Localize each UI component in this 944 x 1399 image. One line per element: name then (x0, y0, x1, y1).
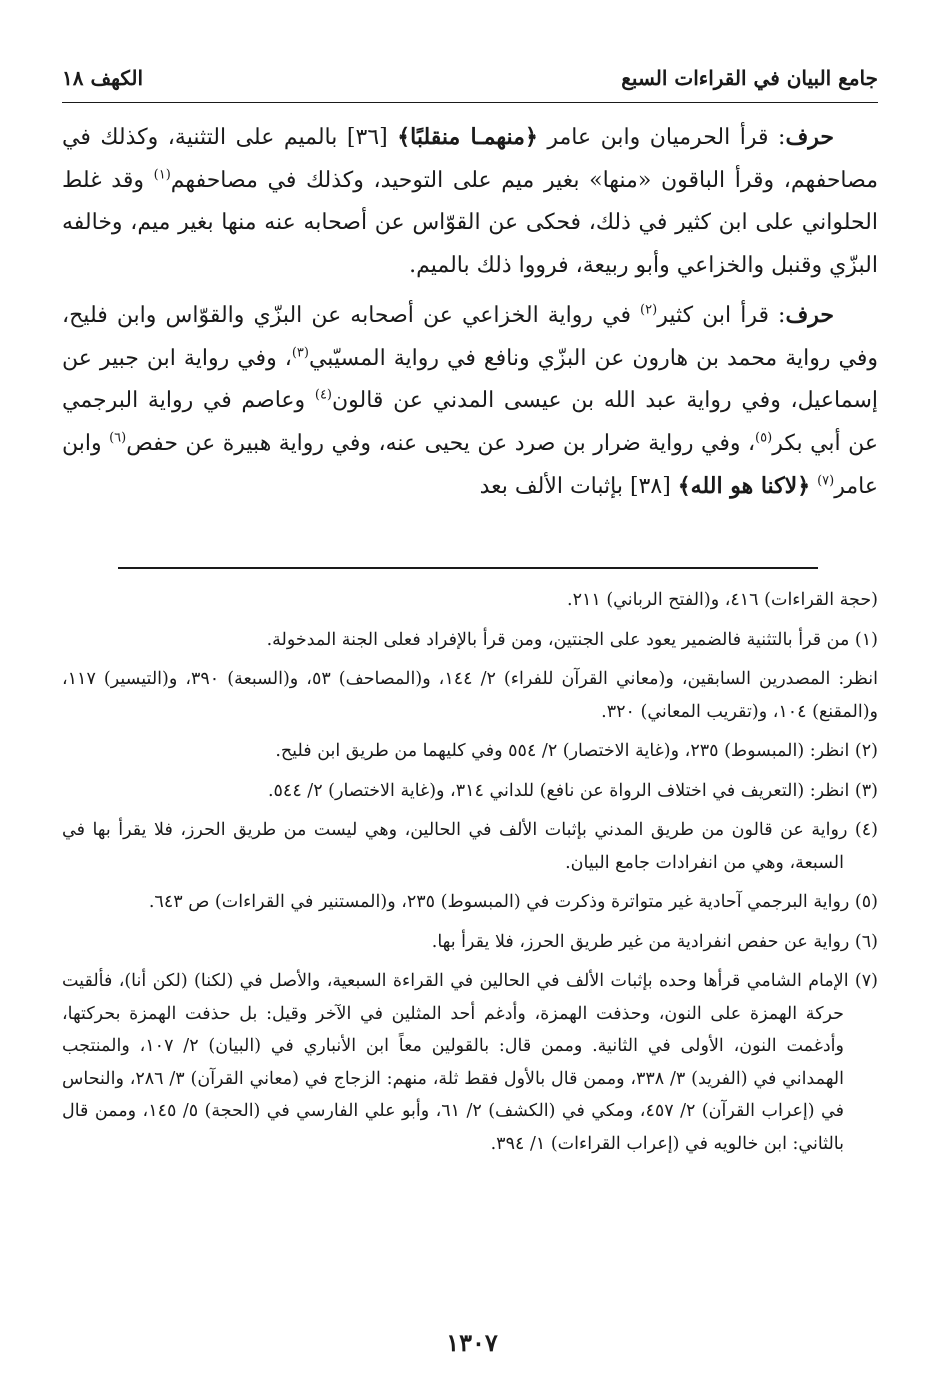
footnote-ref[interactable]: (٤) (314, 387, 332, 403)
footnote-ref[interactable]: (٧) (817, 473, 835, 489)
book-title: جامع البيان في القراءات السبع (621, 66, 878, 90)
harf-label: حرف (785, 302, 835, 328)
footnote-ref[interactable]: (٣) (291, 345, 309, 361)
text-span: وقد غلط الحلواني على ابن كثير في ذلك، فحكى عن القوّاس عن أصحابه عنه منها بغير ميم، وخالفه البزّي وقنبل والخزاعي وأبو ربيعة، فرووا ذلك بالميم. (62, 167, 878, 278)
text-span: في رواية الخزاعي عن أصحابه عن البزّي والقوّاس وابن فليح، وفي رواية محمد بن هارون عن البزّي ونافع في رواية المسيّبي (62, 303, 878, 371)
paragraph-2 (62, 294, 878, 509)
quran-verse: ﴿منهمـا منقلبًا﴾ (397, 124, 538, 150)
text-span: [٣٨] بإثبات الألف بعد (479, 474, 678, 499)
footnote-7: (٧) الإمام الشامي قرأها وحده بإثبات الألف في الحالين في القراءة السبعية، والأصل في (لكنا) (لكن أنا)، فألقيت حركة الهمزة على النون، وحذفت الهمزة، وأدغم أحد المثلين في الآخر وقيل: بل حذفت الهمزة بحركتها، وأدغمت النون، الأولى في الثانية. وممن قال: بالقولين معاً ابن الأنباري في (البيان) ٢/ ١٠٧، والمنتجب الهمداني في (الفريد) ٣/ ٣٣٨، وممن قال بالأول فقط ثلة، منهم: الزجاج في (معاني القرآن) ٣/ ٢٨٦، والنحاس في (إعراب القرآن) ٢/ ٤٥٧، ومكي في (الكشف) ٢/ ٦١، وأبو علي الفارسي في (الحجة) ٥/ ١٤٥، وممن قال بالثاني: ابن خالويه في (إعراب القراءات) ١/ ٣٩٤. (62, 971, 878, 1154)
footnote-ref[interactable]: (٦) (109, 430, 127, 446)
quran-verse: ﴿لاكنا هو الله﴾ (677, 473, 811, 499)
footnote-4: (٤) رواية عن قالون من طريق المدني بإثبات الألف في الحالين، وهي ليست من طريق الحرز، فلا يقرأ بها في السبعة، وهي من انفرادات جامع البيان. (62, 820, 878, 873)
footnote-ref[interactable]: (١) (153, 167, 171, 183)
text-span: ، وفي رواية ضرار بن صرد عن يحيى عنه، وفي رواية هبيرة عن حفص (126, 430, 756, 456)
footnote-5: (٥) رواية البرجمي آحادية غير متواترة وذكرت في (المبسوط) ٢٣٥، و(المستنير في القراءات) ص ٦٤٣. (148, 892, 878, 912)
text-span: : قرأ الحرميان وابن عامر (537, 125, 786, 150)
text-span: : قرأ ابن كثير (657, 303, 786, 328)
footnote-1: (١) من قرأ بالتثنية فالضمير يعود على الجنتين، ومن قرأ بالإفراد فعلى الجنة المدخولة. (266, 629, 878, 650)
footnote-1-sources: انظر: المصدرين السابقين، و(معاني القرآن للفراء) ٢/ ١٤٤، و(المصاحف) ٥٣، و(السبعة) ٣٩٠، و(التيسير) ١١٧، و(المقنع) ١٠٤، و(تقريب المعاني) ٣٢٠. (62, 669, 878, 722)
footnote-2: (٢) انظر: (المبسوط) ٢٣٥، و(غاية الاختصار) ٢/ ٥٥٤ وفي كليهما من طريق ابن فليح. (275, 741, 878, 761)
footnotes (62, 584, 878, 1167)
paragraph-1 (62, 116, 878, 287)
running-header (62, 54, 878, 103)
page-number: ١٣٠٧ (446, 1328, 498, 1357)
footnote-continuation: (حجة القراءات) ٤١٦، و(الفتح الرباني) ٢١١. (567, 590, 878, 610)
harf-label: حرف (785, 124, 834, 150)
text-span: وابن عامر (62, 430, 878, 499)
main-text (62, 116, 878, 516)
footnote-ref[interactable]: (٥) (755, 430, 773, 446)
text-span: [٣٦] بالميم على التثنية، وكذلك في مصاحفهم، وقرأ الباقون «منها» بغير ميم على التوحيد، وكذلك في مصاحفهم (62, 125, 878, 193)
footnote-3: (٣) انظر: (التعريف في اختلاف الرواة عن نافع) للداني ٣١٤، و(غاية الاختصار) ٢/ ٥٤٤. (267, 780, 878, 801)
chapter-label: الكهف ١٨ (62, 66, 144, 90)
text-span: ، وفي رواية ابن جبير عن إسماعيل، وفي رواية عبد الله بن عيسى المدني عن قالون (62, 345, 878, 413)
footnote-6: (٦) رواية عن حفص انفرادية من غير طريق الحرز، فلا يقرأ بها. (431, 931, 878, 952)
text-span: وعاصم في رواية البرجمي عن أبي بكر (62, 388, 879, 456)
footnote-divider (118, 567, 818, 569)
footnote-ref[interactable]: (٢) (640, 302, 658, 318)
